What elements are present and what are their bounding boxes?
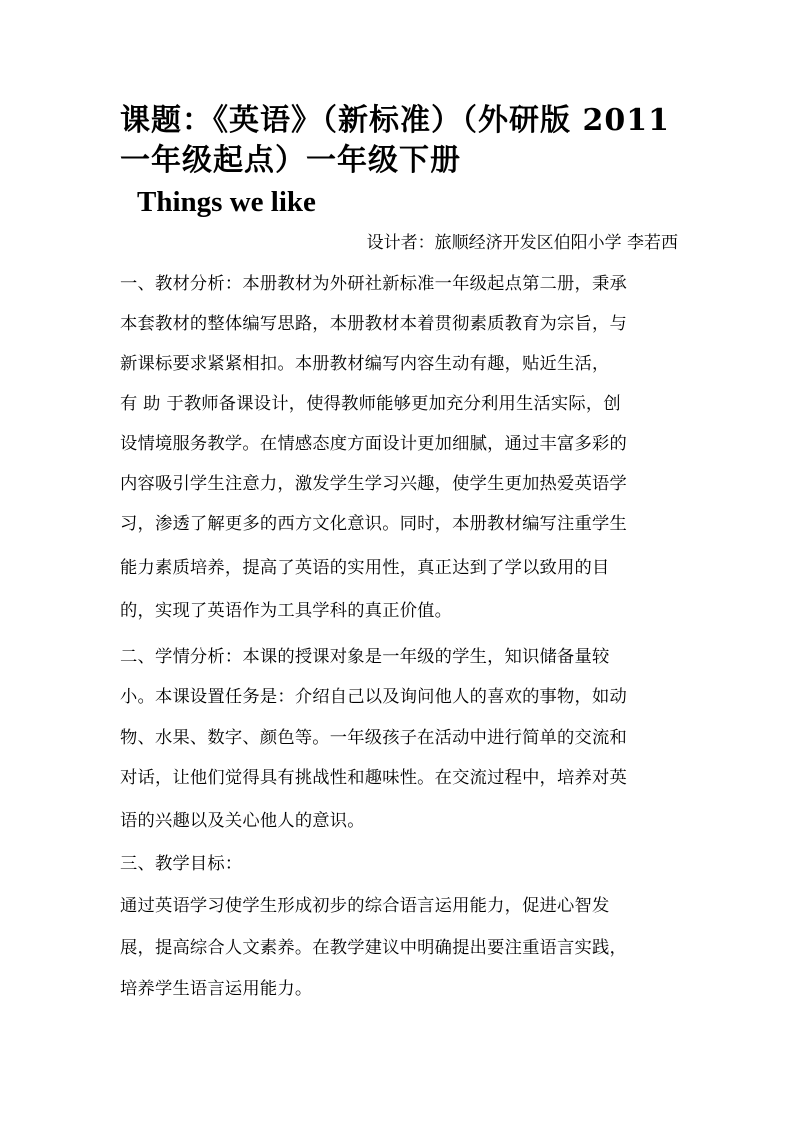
paragraph-line: 对话，让他们觉得具有挑战性和趣味性。在交流过程中，培养对英 xyxy=(120,768,627,788)
paragraph-line: 有 助 于教师备课设计，使得教师能够更加充分利用生活实际，创 xyxy=(120,394,621,414)
lesson-subtitle: Things we like xyxy=(137,186,316,218)
paragraph-line: 语的兴趣以及关心他人的意识。 xyxy=(120,811,365,831)
designer-credit: 设计者：旅顺经济开发区伯阳小学 李若西 xyxy=(366,233,678,253)
paragraph-line: 的，实现了英语作为工具学科的真正价值。 xyxy=(120,601,453,621)
paragraph-line: 小。本课设置任务是：介绍自己以及询问他人的喜欢的事物，如动 xyxy=(120,687,627,707)
paragraph-line: 物、水果、数字、颜色等。一年级孩子在活动中进行简单的交流和 xyxy=(120,728,627,748)
paragraph-line: 能力素质培养，提高了英语的实用性，真正达到了学以致用的目 xyxy=(120,558,610,578)
paragraph-line: 本套教材的整体编写思路，本册教材本着贯彻素质教育为宗旨，与 xyxy=(120,314,627,334)
paragraph-line: 二、学情分析：本课的授课对象是一年级的学生，知识储备量较 xyxy=(120,647,610,667)
paragraph-line: 内容吸引学生注意力，激发学生学习兴趣，使学生更加热爱英语学 xyxy=(120,474,627,494)
paragraph-line: 设情境服务教学。在情感态度方面设计更加细腻，通过丰富多彩的 xyxy=(120,434,627,454)
paragraph-line: 培养学生语言运用能力。 xyxy=(120,979,313,999)
paragraph-line: 习，渗透了解更多的西方文化意识。同时，本册教材编写注重学生 xyxy=(120,514,627,534)
lesson-title-line-1: 课题：《英语》（新标准）（外研版 2011 xyxy=(120,103,670,138)
paragraph-line: 通过英语学习使学生形成初步的综合语言运用能力，促进心智发 xyxy=(120,896,610,916)
paragraph-line: 新课标要求紧紧相扣。本册教材编写内容生动有趣，贴近生活， xyxy=(120,354,610,374)
paragraph-line: 展，提高综合人文素养。在教学建议中明确提出要注重语言实践， xyxy=(120,938,627,958)
section-heading: 三、教学目标： xyxy=(120,854,243,874)
lesson-title-line-2: 一年级起点）一年级下册 xyxy=(120,143,461,178)
paragraph-line: 一、教材分析：本册教材为外研社新标准一年级起点第二册，秉承 xyxy=(120,274,627,294)
